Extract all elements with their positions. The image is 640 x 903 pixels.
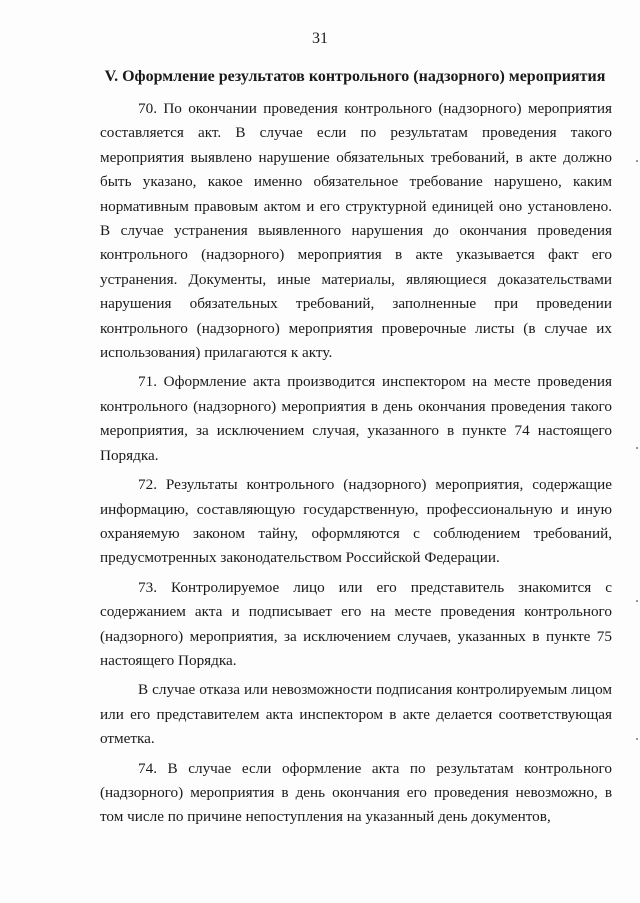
page-number: 31 bbox=[312, 30, 328, 47]
paragraph-74: 74. В случае если оформление акта по результатам контрольного (надзорного) мероприятия в день окончания его проведения невозможно, в том числе по причине непоступления на указанный день документов, bbox=[100, 759, 612, 826]
paragraph-70: 70. По окончании проведения контрольного (надзорного) мероприятия составляется акт. В случае если по результатам проведения такого мероприятия выявлено нарушение обязательных требований, в акте должно быть указано, какое именно обязательное требование нарушено, каким нормативным правовым актом и его структурной единицей оно установлено. В случае устранения выявленного нарушения до окончания проведения контрольного (надзорного) мероприятия в акте указывается факт его устранения. Документы, иные материалы, являющиеся доказательствами нарушения обязательных требований, заполненные при проведении контрольного (надзорного) мероприятия проверочные листы (в случае их использования) прилагаются к акту. bbox=[100, 100, 612, 362]
scan-edge-mark bbox=[636, 447, 638, 449]
scan-edge-mark bbox=[636, 738, 638, 740]
paragraph-73-note: В случае отказа или невозможности подписания контролируемым лицом или его представителем акта инспектором в акте делается соответствующая отметка. bbox=[100, 681, 612, 748]
paragraph-73: 73. Контролируемое лицо или его представитель знакомится с содержанием акта и подписывает его на месте проведения контрольного (надзорного) мероприятия, за исключением случаев, указанных в пункте 75 настоящего Порядка. bbox=[100, 578, 612, 669]
scan-edge-mark bbox=[636, 600, 638, 602]
paragraph-71: 71. Оформление акта производится инспектором на месте проведения контрольного (надзорного) мероприятия в день окончания проведения такого мероприятия, за исключением случая, указанного в пункте 74 настоящего Порядка. bbox=[100, 373, 612, 464]
scan-edge-mark bbox=[636, 160, 638, 162]
document-body bbox=[100, 97, 612, 835]
section-title: V. Оформление результатов контрольного (надзорного) мероприятия bbox=[104, 68, 606, 85]
paragraph-72: 72. Результаты контрольного (надзорного) мероприятия, содержащие информацию, составляющую государственную, профессиональную и иную охраняемую законом тайну, оформляются с соблюдением требований, предусмотренных законодательством Российской Федерации. bbox=[100, 476, 612, 567]
